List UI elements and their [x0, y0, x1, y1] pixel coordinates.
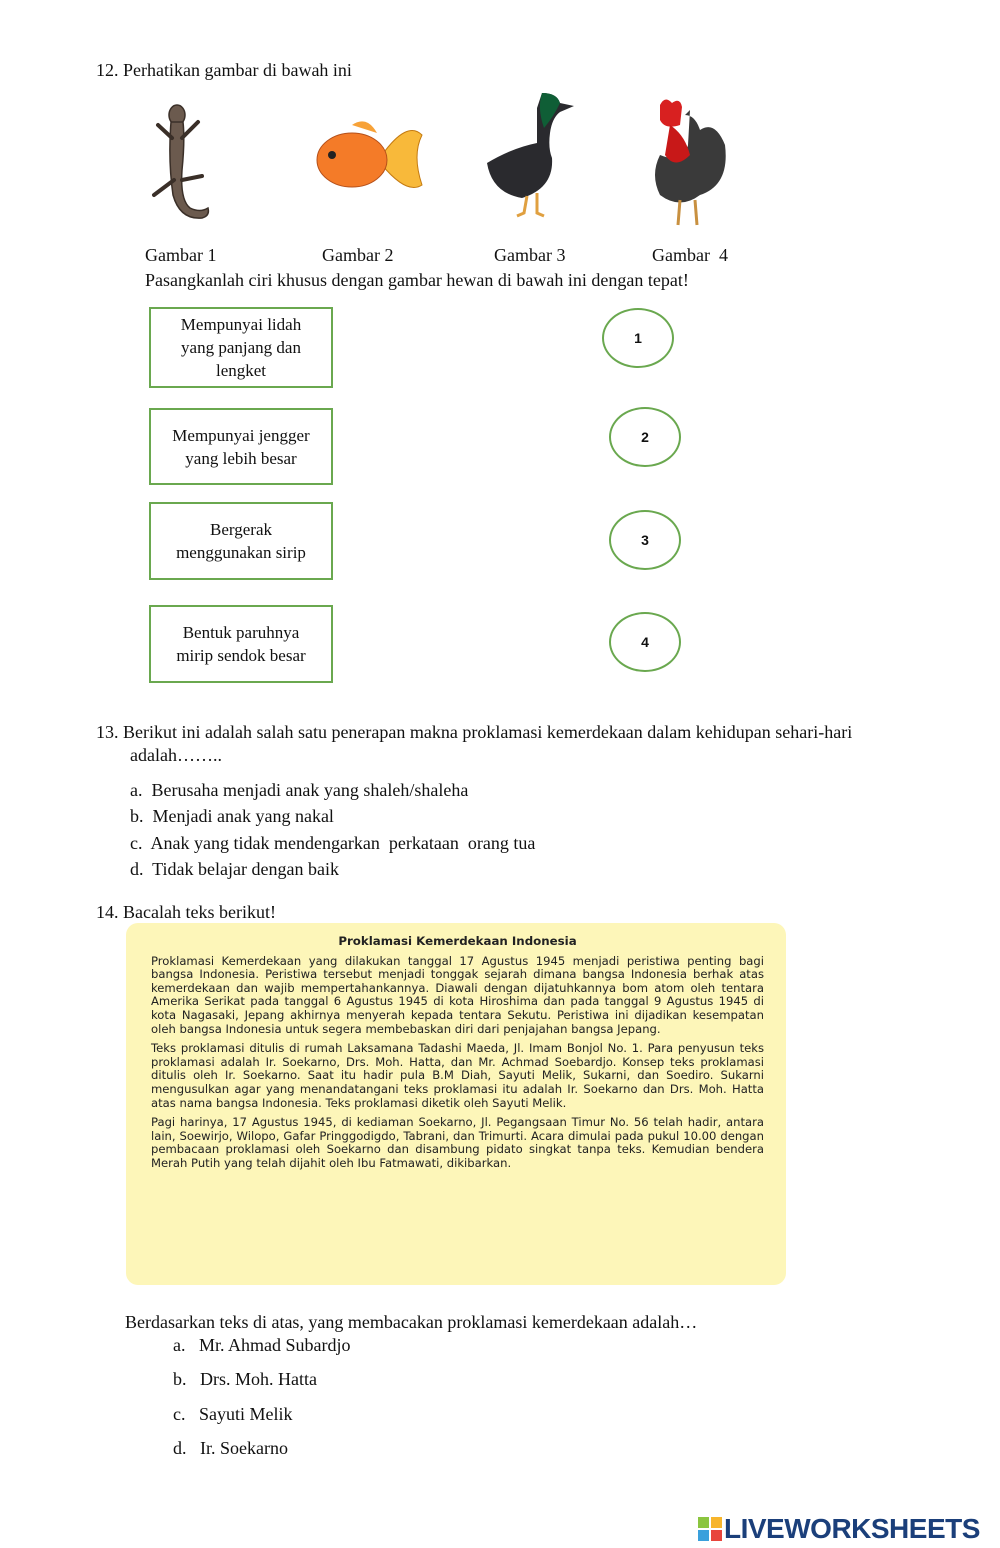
q14-option-b[interactable]: b. Drs. Moh. Hatta: [173, 1369, 317, 1389]
target-circle-4[interactable]: 4: [609, 612, 681, 672]
statement-box-3[interactable]: Bergerak menggunakan sirip: [149, 502, 333, 580]
q13-option-a[interactable]: a. Berusaha menjadi anak yang shaleh/shaleha: [130, 780, 469, 800]
logo-text: LIVEWORKSHEETS: [724, 1513, 980, 1544]
target-circle-2[interactable]: 2: [609, 407, 681, 467]
rooster-icon: [640, 95, 735, 230]
passage-paragraph: Teks proklamasi ditulis di rumah Laksamana Tadashi Maeda, Jl. Imam Bonjol No. 1. Para penyusun teks proklamasi adalah Ir. Soekarno, Drs. Moh. Hatta, dan Mr. Achmad Soebardjo. Konsep teks proklamasi ditulis oleh Ir. Soekarno. Saat itu hadir pula B.M Diah, Sayuti Melik, Sukarni, dan Soediro. Sukarni mengusulkan agar yang menandatangani teks proklamasi itu adalah Ir. Soekarno dan Drs. Moh. Hatta atas nama bangsa Indonesia. Teks proklamasi diketik oleh Sayuti Melik.: [151, 1041, 764, 1110]
q13-option-b[interactable]: b. Menjadi anak yang nakal: [130, 806, 334, 826]
passage-paragraph: Pagi harinya, 17 Agustus 1945, di kediaman Soekarno, Jl. Pegangsaan Timur No. 56 telah hadir, antara lain, Soewirjo, Wilopo, Gafar Pringgodigdo, Tabrani, dan Trimurti. Acara dimulai pada pukul 10.00 dengan pembacaan proklamasi oleh Soekarno dan disambung pidato singkat tanpa teks. Kemudian bendera Merah Putih yang telah dijahit oleh Ibu Fatmawati, dikibarkan.: [151, 1115, 764, 1170]
q14-option-d[interactable]: d. Ir. Soekarno: [173, 1438, 288, 1458]
statement-box-1[interactable]: Mempunyai lidah yang panjang dan lengket: [149, 307, 333, 388]
q14-option-c[interactable]: c. Sayuti Melik: [173, 1404, 293, 1424]
q13-option-d[interactable]: d. Tidak belajar dengan baik: [130, 859, 339, 879]
image-label-4: Gambar 4: [652, 245, 728, 265]
reading-passage: [126, 923, 786, 1285]
q13-option-c[interactable]: c. Anak yang tidak mendengarkan perkataan orang tua: [130, 833, 536, 853]
q12-title: 12. Perhatikan gambar di bawah ini: [96, 60, 352, 80]
image-label-3: Gambar 3: [494, 245, 566, 265]
lizard-icon: [140, 100, 220, 230]
q14-question: Berdasarkan teks di atas, yang membacakan proklamasi kemerdekaan adalah…: [125, 1312, 698, 1332]
passage-paragraph: Proklamasi Kemerdekaan yang dilakukan tanggal 17 Agustus 1945 menjadi peristiwa penting bagi bangsa Indonesia. Peristiwa tersebut menjadi tonggak sejarah dimana bangsa Indonesia berhak atas kemerdekaan dan wajib mempertahankannya. Diawali dengan dijatuhkannya bom atom oleh tentara Amerika Serikat pada tanggal 6 Agustus 1945 di kota Hiroshima dan pada tanggal 9 Agustus 1945 di kota Nagasaki, Jepang akhirnya menyerah kepada tentara Sekutu. Peristiwa ini dijadikan kesempatan oleh bangsa Indonesia untuk segera membebaskan diri dari penjajahan bangsa Jepang.: [151, 953, 764, 1036]
live-badge-icon: [698, 1517, 722, 1541]
liveworksheets-logo: [698, 1513, 980, 1545]
goldfish-icon: [312, 115, 427, 205]
image-label-1: Gambar 1: [145, 245, 217, 265]
image-label-2: Gambar 2: [322, 245, 394, 265]
duck-icon: [482, 88, 577, 218]
statement-box-2[interactable]: Mempunyai jengger yang lebih besar: [149, 408, 333, 485]
passage-heading: Proklamasi Kemerdekaan Indonesia: [338, 934, 577, 948]
q13-question: 13. Berikut ini adalah salah satu penerapan makna proklamasi kemerdekaan dalam kehidupan sehari-hari: [96, 722, 853, 742]
q13-question-cont: adalah……..: [130, 745, 222, 765]
q14-option-a[interactable]: a. Mr. Ahmad Subardjo: [173, 1335, 351, 1355]
statement-box-4[interactable]: Bentuk paruhnya mirip sendok besar: [149, 605, 333, 683]
target-circle-3[interactable]: 3: [609, 510, 681, 570]
q12-instruction: Pasangkanlah ciri khusus dengan gambar hewan di bawah ini dengan tepat!: [145, 270, 689, 290]
q14-title: 14. Bacalah teks berikut!: [96, 902, 276, 922]
target-circle-1[interactable]: 1: [602, 308, 674, 368]
